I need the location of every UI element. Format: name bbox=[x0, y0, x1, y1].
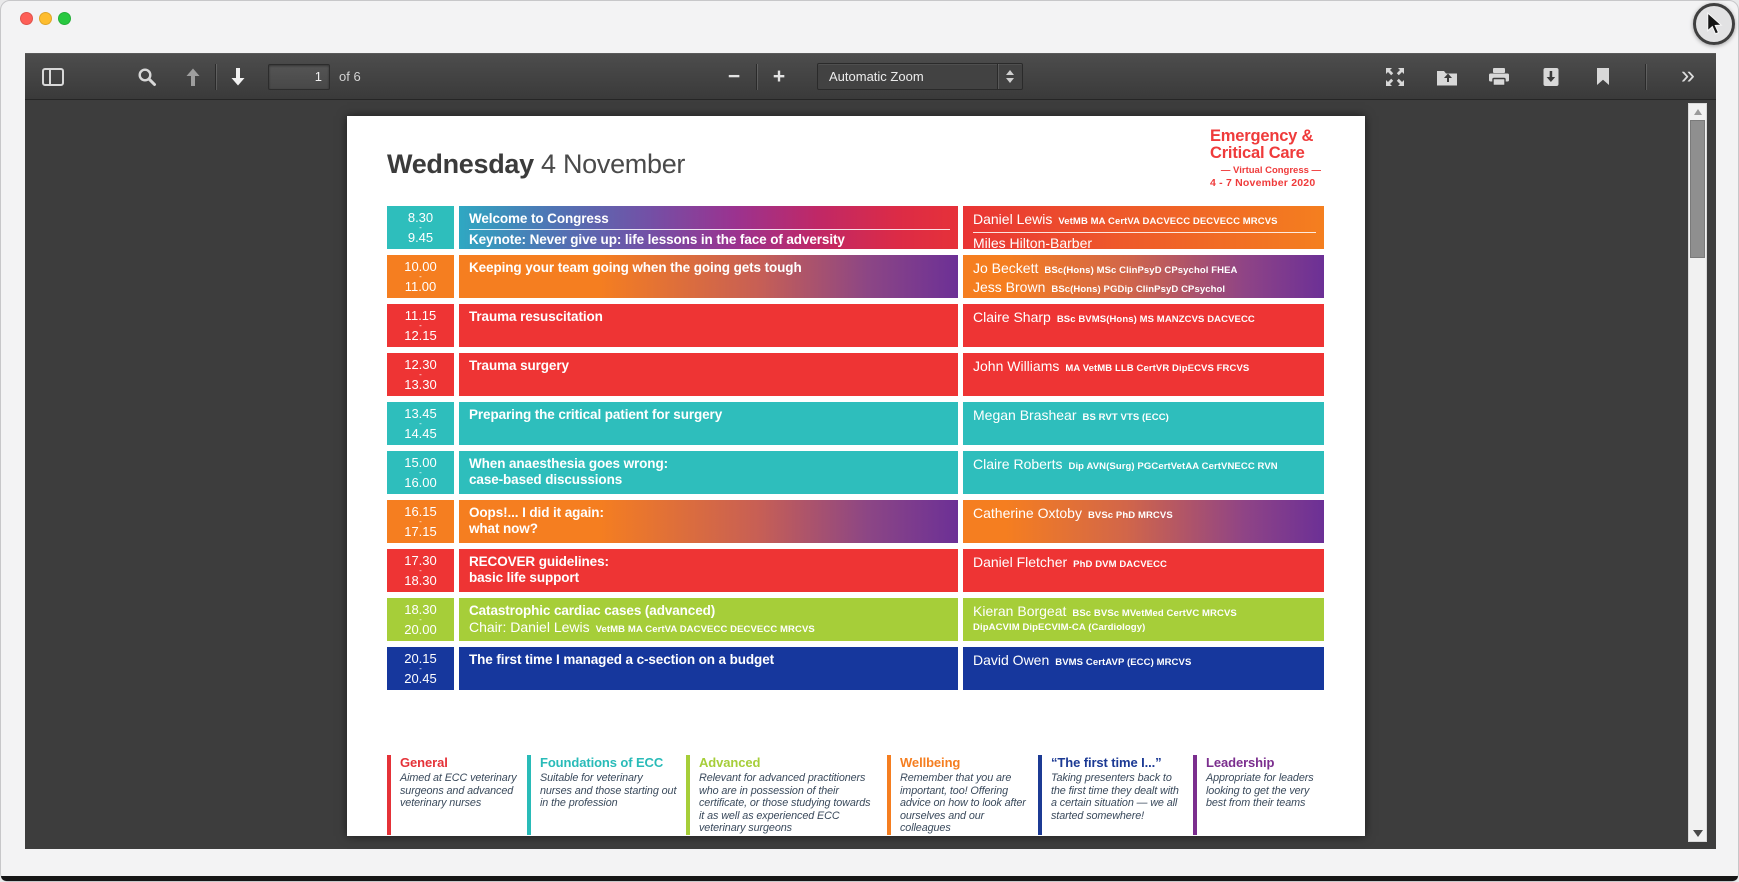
session-title: When anaesthesia goes wrong: case-based discussions bbox=[459, 451, 958, 494]
pdf-viewer bbox=[25, 53, 1716, 849]
zoom-select-value: Automatic Zoom bbox=[829, 69, 924, 84]
session-time: 10.00 - 11.00 bbox=[387, 255, 454, 298]
sidebar-toggle-button[interactable] bbox=[37, 61, 69, 93]
titlebar bbox=[1, 1, 1738, 37]
session-time: 11.15 - 12.15 bbox=[387, 304, 454, 347]
open-file-button[interactable] bbox=[1431, 61, 1463, 93]
legend-desc: Relevant for advanced practitioners who are in possession of their certificate, or those studying towards it as well as experienced ECC veterinary surgeons bbox=[699, 772, 871, 834]
session-speakers: Jo Beckett BSc(Hons) MSc ClinPsyD CPsychol FHEA Jess Brown BSc(Hons) PGDip ClinPsyD CPsychol bbox=[963, 255, 1324, 298]
schedule-row bbox=[387, 598, 1324, 641]
session-title: Preparing the critical patient for surgery bbox=[459, 402, 958, 445]
session-time: 13.45 - 14.45 bbox=[387, 402, 454, 445]
zoom-in-button[interactable] bbox=[763, 61, 795, 93]
legend-desc: Suitable for veterinary nurses and those starting out in the profession bbox=[540, 772, 677, 809]
legend-label: “The first time I...” bbox=[1051, 755, 1162, 770]
viewer-content bbox=[25, 101, 1716, 849]
zoom-select-divider bbox=[997, 64, 998, 89]
session-title: The first time I managed a c-section on a budget bbox=[459, 647, 958, 690]
session-speakers: Daniel Lewis VetMB MA CertVA DACVECC DECVECC MRCVS Miles Hilton-Barber bbox=[963, 206, 1324, 249]
scrollbar[interactable] bbox=[1688, 103, 1707, 842]
pdf-toolbar bbox=[25, 53, 1716, 100]
legend-desc: Appropriate for leaders looking to get the very best from their teams bbox=[1206, 772, 1314, 809]
double-chevron-icon: » bbox=[1681, 60, 1695, 89]
expand-icon bbox=[1385, 67, 1405, 87]
session-time: 15.00 - 16.00 bbox=[387, 451, 454, 494]
schedule-row bbox=[387, 304, 1324, 347]
legend-item bbox=[887, 755, 1029, 835]
page-title: Wednesday 4 November bbox=[387, 149, 686, 179]
session-title: Trauma surgery bbox=[459, 353, 958, 396]
schedule-row bbox=[387, 549, 1324, 592]
legend-item bbox=[686, 755, 878, 835]
download-icon bbox=[1542, 67, 1560, 87]
legend-desc: Remember that you are important, too! Offering advice on how to look after ourselves and our colleagues bbox=[900, 772, 1026, 834]
legend-desc: Aimed at ECC veterinary surgeons and advanced veterinary nurses bbox=[400, 772, 517, 809]
close-window-button[interactable] bbox=[20, 12, 33, 25]
legend-desc: Taking presenters back to the first time they dealt with a certain situation — we all started somewhere! bbox=[1051, 772, 1179, 822]
mouse-cursor-overlay bbox=[1693, 3, 1735, 45]
congress-logo: Emergency & Critical Care — Virtual Congress — 4 - 7 November 2020 bbox=[1210, 127, 1322, 189]
search-icon bbox=[137, 67, 157, 87]
session-title: Catastrophic cardiac cases (advanced) Chair: Daniel Lewis VetMB MA CertVA DACVECC DECVECC MRCVS bbox=[459, 598, 958, 641]
legend-item bbox=[387, 755, 518, 835]
session-time: 8.30 - 9.45 bbox=[387, 206, 454, 249]
schedule-row bbox=[387, 647, 1324, 690]
toolbar-divider bbox=[1645, 64, 1646, 90]
toolbar-divider bbox=[756, 64, 757, 90]
next-page-button[interactable] bbox=[222, 61, 254, 93]
zoom-out-button[interactable] bbox=[718, 61, 750, 93]
schedule-row bbox=[387, 353, 1324, 396]
plus-icon: + bbox=[772, 65, 786, 88]
session-speakers: Daniel Fletcher PhD DVM DACVECC bbox=[963, 549, 1324, 592]
sidebar-toggle-icon bbox=[42, 68, 64, 86]
legend-item bbox=[1193, 755, 1323, 835]
zoom-window-button[interactable] bbox=[58, 12, 71, 25]
session-title: Oops!... I did it again: what now? bbox=[459, 500, 958, 543]
minus-icon: − bbox=[727, 65, 741, 88]
triangle-down-icon bbox=[1693, 830, 1703, 837]
scrollbar-up-button[interactable] bbox=[1689, 104, 1706, 119]
folder-open-icon bbox=[1436, 67, 1458, 86]
session-speakers: Catherine Oxtoby BVSc PhD MRCVS bbox=[963, 500, 1324, 543]
session-time: 17.30 - 18.30 bbox=[387, 549, 454, 592]
session-speakers: Megan Brashear BS RVT VTS (ECC) bbox=[963, 402, 1324, 445]
legend-label: General bbox=[400, 755, 448, 770]
schedule-row bbox=[387, 500, 1324, 543]
printer-icon bbox=[1488, 67, 1510, 87]
toolbar-divider bbox=[215, 64, 216, 90]
presentation-mode-button[interactable] bbox=[1379, 61, 1411, 93]
session-speakers: Claire Roberts Dip AVN(Surg) PGCertVetAA CertVNECC RVN bbox=[963, 451, 1324, 494]
session-time: 16.15 - 17.15 bbox=[387, 500, 454, 543]
zoom-select[interactable] bbox=[817, 63, 1023, 90]
page-count-label: of 6 bbox=[339, 69, 361, 84]
schedule-row bbox=[387, 206, 1324, 249]
session-title: Welcome to Congress Keynote: Never give up: life lessons in the face of adversity bbox=[459, 206, 958, 249]
legend-label: Leadership bbox=[1206, 755, 1275, 770]
session-speakers: John Williams MA VetMB LLB CertVR DipECVS FRCVS bbox=[963, 353, 1324, 396]
session-title: Keeping your team going when the going gets tough bbox=[459, 255, 958, 298]
legend-item bbox=[527, 755, 677, 835]
traffic-lights bbox=[20, 12, 71, 25]
page-down-icon bbox=[229, 67, 247, 87]
chevron-updown-icon bbox=[1006, 70, 1014, 83]
schedule-row bbox=[387, 255, 1324, 298]
bookmark-icon bbox=[1596, 67, 1610, 86]
session-time: 18.30 - 20.00 bbox=[387, 598, 454, 641]
session-speakers: Kieran Borgeat BSc BVSc MVetMed CertVC MRCVS DipACVIM DipECVIM-CA (Cardiology) bbox=[963, 598, 1324, 641]
print-button[interactable] bbox=[1483, 61, 1515, 93]
legend bbox=[387, 755, 1324, 835]
previous-page-button[interactable] bbox=[177, 61, 209, 93]
cursor-arrow-icon bbox=[1703, 12, 1725, 36]
pdf-page bbox=[347, 116, 1365, 836]
session-title: RECOVER guidelines: basic life support bbox=[459, 549, 958, 592]
legend-item bbox=[1038, 755, 1184, 835]
more-tools-button[interactable] bbox=[1672, 61, 1704, 93]
legend-label: Foundations of ECC bbox=[540, 755, 664, 770]
legend-label: Wellbeing bbox=[900, 755, 961, 770]
legend-label: Advanced bbox=[699, 755, 761, 770]
triangle-up-icon bbox=[1694, 109, 1702, 115]
session-time: 20.15 - 20.45 bbox=[387, 647, 454, 690]
schedule-table bbox=[387, 206, 1324, 696]
scrollbar-thumb[interactable] bbox=[1690, 120, 1705, 258]
session-time: 12.30 - 13.30 bbox=[387, 353, 454, 396]
download-button[interactable] bbox=[1535, 61, 1567, 93]
session-speakers: Claire Sharp BSc BVMS(Hons) MS MANZCVS DACVECC bbox=[963, 304, 1324, 347]
scrollbar-down-button[interactable] bbox=[1689, 825, 1706, 841]
schedule-row bbox=[387, 402, 1324, 445]
page-up-icon bbox=[184, 67, 202, 87]
bookmark-button[interactable] bbox=[1587, 61, 1619, 93]
session-title: Trauma resuscitation bbox=[459, 304, 958, 347]
page-number-input[interactable] bbox=[268, 64, 330, 90]
session-speakers: David Owen BVMS CertAVP (ECC) MRCVS bbox=[963, 647, 1324, 690]
find-button[interactable] bbox=[131, 61, 163, 93]
minimize-window-button[interactable] bbox=[39, 12, 52, 25]
schedule-row bbox=[387, 451, 1324, 494]
